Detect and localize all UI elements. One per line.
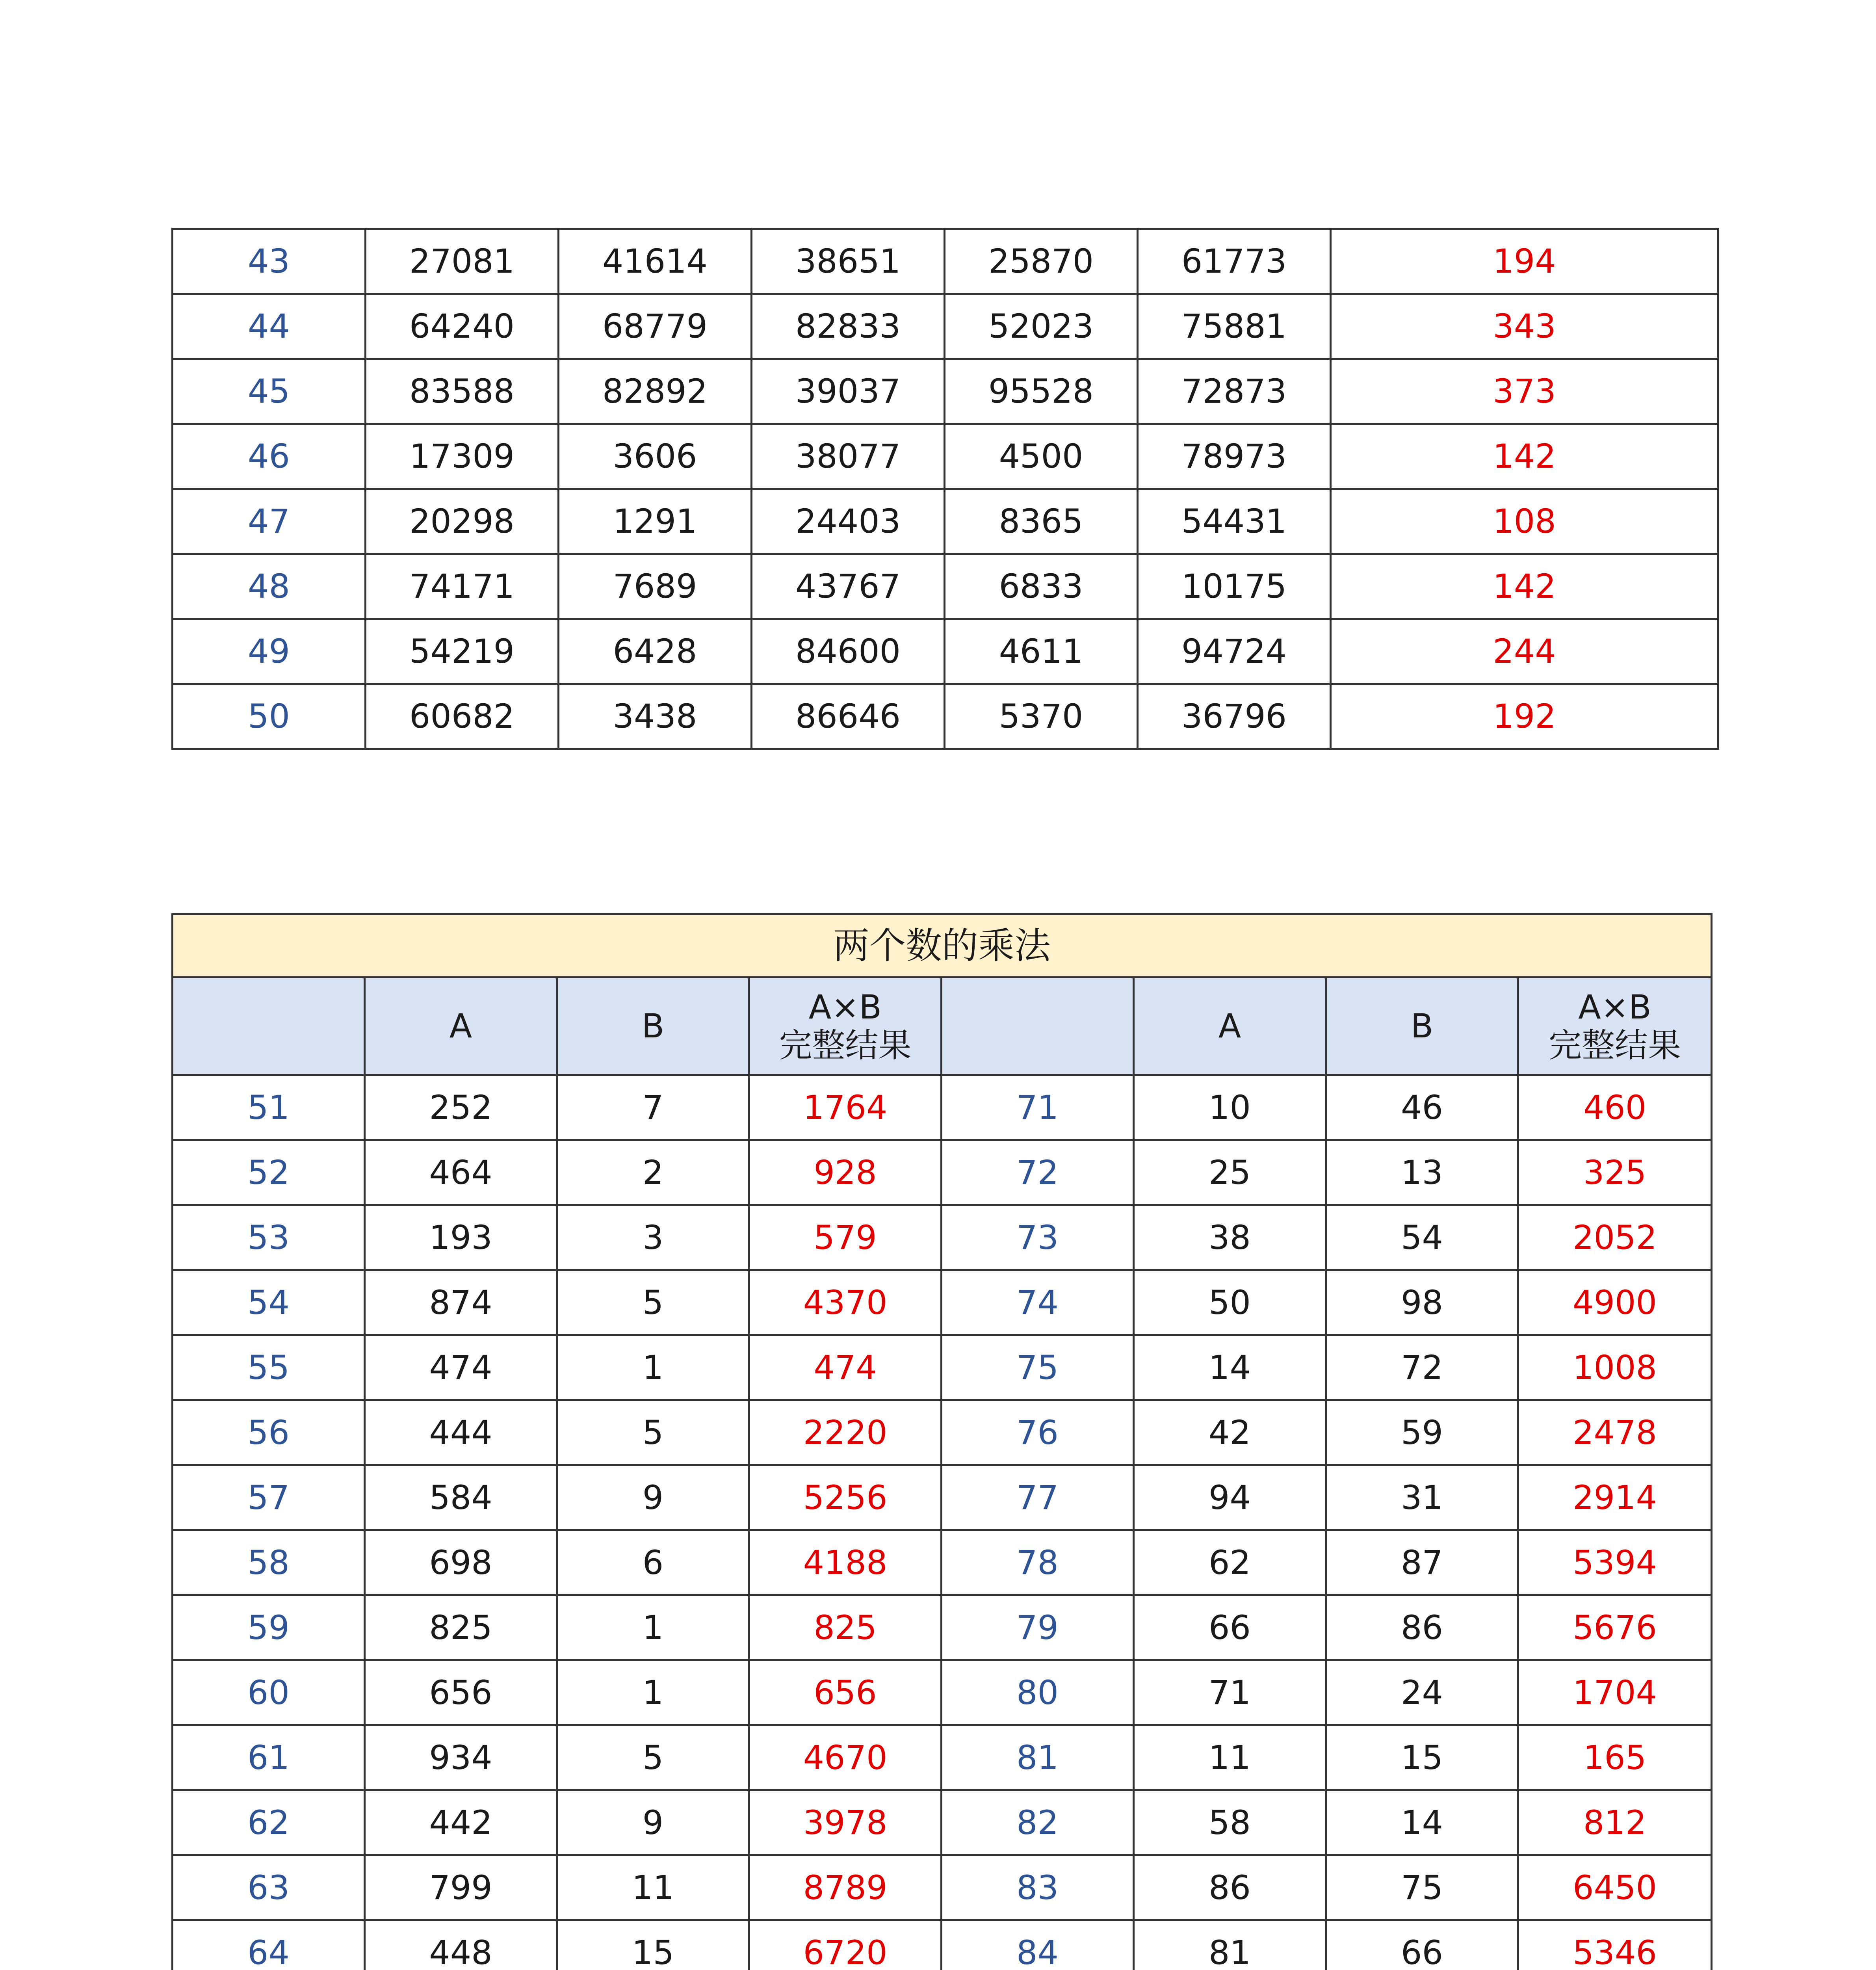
value-cell: 11 — [557, 1855, 749, 1920]
value-cell: 31 — [1326, 1465, 1518, 1530]
value-cell: 59 — [1326, 1400, 1518, 1465]
table-row — [173, 229, 1718, 294]
result-cell: 165 — [1518, 1725, 1712, 1790]
header-result-line1: A×B — [1578, 987, 1651, 1026]
value-cell: 448 — [365, 1920, 557, 1970]
value-cell: 41614 — [559, 229, 752, 294]
row-index-cell: 57 — [173, 1465, 365, 1530]
value-cell: 4500 — [945, 424, 1138, 489]
multiplication-table-body — [173, 914, 1712, 1970]
value-cell: 1291 — [559, 489, 752, 554]
table-row — [173, 1400, 1712, 1465]
value-cell: 94 — [1134, 1465, 1326, 1530]
value-cell: 54 — [1326, 1205, 1518, 1270]
table-row — [173, 1920, 1712, 1970]
value-cell: 71 — [1134, 1660, 1326, 1725]
row-index-cell: 45 — [173, 359, 366, 424]
value-cell: 86646 — [752, 684, 945, 749]
value-cell: 98 — [1326, 1270, 1518, 1335]
header-result-right — [1518, 978, 1712, 1075]
row-index-cell: 50 — [173, 684, 366, 749]
value-cell: 68779 — [559, 294, 752, 359]
value-cell: 5 — [557, 1270, 749, 1335]
row-index-cell: 83 — [942, 1855, 1134, 1920]
result-cell: 343 — [1331, 294, 1718, 359]
value-cell: 8365 — [945, 489, 1138, 554]
table-row — [173, 294, 1718, 359]
row-index-cell: 49 — [173, 619, 366, 684]
value-cell: 6428 — [559, 619, 752, 684]
table-row — [173, 1075, 1712, 1140]
result-cell: 108 — [1331, 489, 1718, 554]
row-index-cell: 74 — [942, 1270, 1134, 1335]
value-cell: 54219 — [366, 619, 559, 684]
result-cell: 4900 — [1518, 1270, 1712, 1335]
table-row — [173, 1335, 1712, 1400]
row-index-cell: 82 — [942, 1790, 1134, 1855]
row-index-cell: 77 — [942, 1465, 1134, 1530]
value-cell: 464 — [365, 1140, 557, 1205]
value-cell: 38077 — [752, 424, 945, 489]
value-cell: 825 — [365, 1595, 557, 1660]
value-cell: 15 — [557, 1920, 749, 1970]
value-cell: 7 — [557, 1075, 749, 1140]
result-cell: 325 — [1518, 1140, 1712, 1205]
result-cell: 194 — [1331, 229, 1718, 294]
result-cell: 2052 — [1518, 1205, 1712, 1270]
value-cell: 50 — [1134, 1270, 1326, 1335]
value-cell: 10175 — [1138, 554, 1331, 619]
result-cell: 8789 — [749, 1855, 942, 1920]
table-row — [173, 424, 1718, 489]
header-index-right — [942, 978, 1134, 1075]
result-cell: 460 — [1518, 1075, 1712, 1140]
row-index-cell: 79 — [942, 1595, 1134, 1660]
value-cell: 38 — [1134, 1205, 1326, 1270]
value-cell: 17309 — [366, 424, 559, 489]
value-cell: 86 — [1134, 1855, 1326, 1920]
value-cell: 6 — [557, 1530, 749, 1595]
value-cell: 252 — [365, 1075, 557, 1140]
result-cell: 3978 — [749, 1790, 942, 1855]
value-cell: 442 — [365, 1790, 557, 1855]
row-index-cell: 54 — [173, 1270, 365, 1335]
header-a-left: A — [365, 978, 557, 1075]
result-cell: 579 — [749, 1205, 942, 1270]
result-cell: 1008 — [1518, 1335, 1712, 1400]
value-cell: 24 — [1326, 1660, 1518, 1725]
value-cell: 5370 — [945, 684, 1138, 749]
value-cell: 5 — [557, 1725, 749, 1790]
value-cell: 94724 — [1138, 619, 1331, 684]
value-cell: 14 — [1326, 1790, 1518, 1855]
value-cell: 58 — [1134, 1790, 1326, 1855]
table-header-row — [173, 978, 1712, 1075]
table-row — [173, 1140, 1712, 1205]
value-cell: 25870 — [945, 229, 1138, 294]
row-index-cell: 52 — [173, 1140, 365, 1205]
value-cell: 9 — [557, 1465, 749, 1530]
result-cell: 2220 — [749, 1400, 942, 1465]
header-b-right: B — [1326, 978, 1518, 1075]
table-title-row — [173, 914, 1712, 978]
header-result-left — [749, 978, 942, 1075]
row-index-cell: 76 — [942, 1400, 1134, 1465]
row-index-cell: 47 — [173, 489, 366, 554]
result-cell: 4188 — [749, 1530, 942, 1595]
value-cell: 66 — [1134, 1595, 1326, 1660]
value-cell: 656 — [365, 1660, 557, 1725]
header-result-line2: 完整结果 — [779, 1026, 912, 1065]
value-cell: 52023 — [945, 294, 1138, 359]
row-index-cell: 44 — [173, 294, 366, 359]
row-index-cell: 48 — [173, 554, 366, 619]
value-cell: 46 — [1326, 1075, 1518, 1140]
value-cell: 584 — [365, 1465, 557, 1530]
value-cell: 95528 — [945, 359, 1138, 424]
row-index-cell: 58 — [173, 1530, 365, 1595]
row-index-cell: 55 — [173, 1335, 365, 1400]
value-cell: 64240 — [366, 294, 559, 359]
value-cell: 86 — [1326, 1595, 1518, 1660]
value-cell: 25 — [1134, 1140, 1326, 1205]
header-result-line2: 完整结果 — [1549, 1026, 1681, 1065]
row-index-cell: 78 — [942, 1530, 1134, 1595]
value-cell: 62 — [1134, 1530, 1326, 1595]
value-cell: 2 — [557, 1140, 749, 1205]
value-cell: 15 — [1326, 1725, 1518, 1790]
value-cell: 72 — [1326, 1335, 1518, 1400]
value-cell: 9 — [557, 1790, 749, 1855]
value-cell: 27081 — [366, 229, 559, 294]
value-cell: 874 — [365, 1270, 557, 1335]
result-cell: 5346 — [1518, 1920, 1712, 1970]
row-index-cell: 75 — [942, 1335, 1134, 1400]
result-cell: 5394 — [1518, 1530, 1712, 1595]
result-cell: 5256 — [749, 1465, 942, 1530]
data-table-top — [171, 228, 1719, 750]
value-cell: 72873 — [1138, 359, 1331, 424]
value-cell: 474 — [365, 1335, 557, 1400]
value-cell: 10 — [1134, 1075, 1326, 1140]
value-cell: 20298 — [366, 489, 559, 554]
value-cell: 444 — [365, 1400, 557, 1465]
row-index-cell: 43 — [173, 229, 366, 294]
multiplication-table — [171, 913, 1713, 1970]
header-index-left — [173, 978, 365, 1075]
value-cell: 3438 — [559, 684, 752, 749]
value-cell: 66 — [1326, 1920, 1518, 1970]
result-cell: 1764 — [749, 1075, 942, 1140]
row-index-cell: 72 — [942, 1140, 1134, 1205]
row-index-cell: 71 — [942, 1075, 1134, 1140]
value-cell: 7689 — [559, 554, 752, 619]
result-cell: 373 — [1331, 359, 1718, 424]
value-cell: 1 — [557, 1595, 749, 1660]
row-index-cell: 60 — [173, 1660, 365, 1725]
value-cell: 1 — [557, 1660, 749, 1725]
table-row — [173, 684, 1718, 749]
table-title: 两个数的乘法 — [173, 914, 1712, 978]
table-row — [173, 1725, 1712, 1790]
result-cell: 142 — [1331, 554, 1718, 619]
row-index-cell: 73 — [942, 1205, 1134, 1270]
value-cell: 3606 — [559, 424, 752, 489]
value-cell: 54431 — [1138, 489, 1331, 554]
result-cell: 656 — [749, 1660, 942, 1725]
row-index-cell: 80 — [942, 1660, 1134, 1725]
table-row — [173, 1855, 1712, 1920]
value-cell: 83588 — [366, 359, 559, 424]
value-cell: 4611 — [945, 619, 1138, 684]
value-cell: 43767 — [752, 554, 945, 619]
row-index-cell: 63 — [173, 1855, 365, 1920]
value-cell: 42 — [1134, 1400, 1326, 1465]
value-cell: 5 — [557, 1400, 749, 1465]
result-cell: 6720 — [749, 1920, 942, 1970]
value-cell: 60682 — [366, 684, 559, 749]
value-cell: 934 — [365, 1725, 557, 1790]
value-cell: 24403 — [752, 489, 945, 554]
result-cell: 4670 — [749, 1725, 942, 1790]
result-cell: 5676 — [1518, 1595, 1712, 1660]
row-index-cell: 51 — [173, 1075, 365, 1140]
table-row — [173, 554, 1718, 619]
row-index-cell: 56 — [173, 1400, 365, 1465]
result-cell: 812 — [1518, 1790, 1712, 1855]
value-cell: 75881 — [1138, 294, 1331, 359]
table-row — [173, 1595, 1712, 1660]
value-cell: 698 — [365, 1530, 557, 1595]
data-table-top-body — [173, 229, 1718, 749]
result-cell: 2478 — [1518, 1400, 1712, 1465]
value-cell: 1 — [557, 1335, 749, 1400]
value-cell: 75 — [1326, 1855, 1518, 1920]
value-cell: 36796 — [1138, 684, 1331, 749]
row-index-cell: 64 — [173, 1920, 365, 1970]
result-cell: 244 — [1331, 619, 1718, 684]
row-index-cell: 84 — [942, 1920, 1134, 1970]
table-row — [173, 359, 1718, 424]
value-cell: 13 — [1326, 1140, 1518, 1205]
result-cell: 142 — [1331, 424, 1718, 489]
table-row — [173, 489, 1718, 554]
value-cell: 38651 — [752, 229, 945, 294]
table-row — [173, 1205, 1712, 1270]
value-cell: 74171 — [366, 554, 559, 619]
value-cell: 84600 — [752, 619, 945, 684]
result-cell: 1704 — [1518, 1660, 1712, 1725]
result-cell: 2914 — [1518, 1465, 1712, 1530]
result-cell: 6450 — [1518, 1855, 1712, 1920]
header-a-right: A — [1134, 978, 1326, 1075]
value-cell: 82833 — [752, 294, 945, 359]
row-index-cell: 62 — [173, 1790, 365, 1855]
row-index-cell: 61 — [173, 1725, 365, 1790]
value-cell: 81 — [1134, 1920, 1326, 1970]
value-cell: 6833 — [945, 554, 1138, 619]
table-row — [173, 1660, 1712, 1725]
value-cell: 39037 — [752, 359, 945, 424]
value-cell: 193 — [365, 1205, 557, 1270]
value-cell: 87 — [1326, 1530, 1518, 1595]
row-index-cell: 53 — [173, 1205, 365, 1270]
row-index-cell: 59 — [173, 1595, 365, 1660]
table-row — [173, 1465, 1712, 1530]
header-result-line1: A×B — [808, 987, 882, 1026]
value-cell: 82892 — [559, 359, 752, 424]
table-row — [173, 1530, 1712, 1595]
value-cell: 799 — [365, 1855, 557, 1920]
row-index-cell: 46 — [173, 424, 366, 489]
value-cell: 14 — [1134, 1335, 1326, 1400]
result-cell: 825 — [749, 1595, 942, 1660]
value-cell: 11 — [1134, 1725, 1326, 1790]
value-cell: 78973 — [1138, 424, 1331, 489]
header-b-left: B — [557, 978, 749, 1075]
result-cell: 928 — [749, 1140, 942, 1205]
result-cell: 4370 — [749, 1270, 942, 1335]
row-index-cell: 81 — [942, 1725, 1134, 1790]
value-cell: 3 — [557, 1205, 749, 1270]
result-cell: 192 — [1331, 684, 1718, 749]
table-row — [173, 619, 1718, 684]
value-cell: 61773 — [1138, 229, 1331, 294]
table-row — [173, 1790, 1712, 1855]
result-cell: 474 — [749, 1335, 942, 1400]
table-row — [173, 1270, 1712, 1335]
